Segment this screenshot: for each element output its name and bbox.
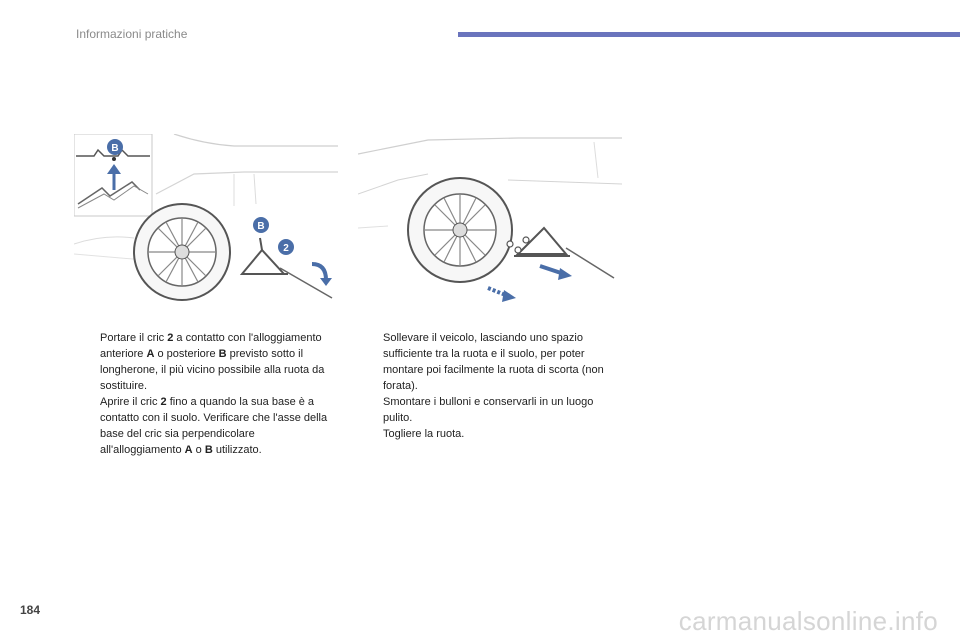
instruction-item	[76, 394, 338, 458]
instructions-left	[76, 330, 338, 458]
instruction-text: Sollevare il veicolo, lasciando uno spazio sufficiente tra la ruota e il suolo, per poter montare poi facilmente la ruota di scorta (non forata).	[383, 332, 604, 392]
callout-2: 2	[283, 243, 289, 254]
instruction-item	[359, 330, 623, 394]
instruction-text: a contatto con l'alloggiamento anteriore	[100, 332, 322, 360]
instruction-item	[359, 394, 623, 426]
ref-jack: 2	[160, 396, 167, 408]
instruction-text: utilizzato.	[212, 444, 262, 456]
section-title: Informazioni pratiche	[76, 27, 188, 41]
instruction-item	[76, 330, 338, 394]
ref-jack: 2	[167, 332, 174, 344]
instruction-text: Portare il cric	[100, 332, 168, 344]
instruction-text: Smontare i bulloni e conservarli in un luogo pulito.	[383, 396, 594, 424]
illustration-jack-placement	[74, 134, 338, 306]
instruction-text: o	[192, 444, 205, 456]
ref-b: B	[218, 348, 227, 360]
instructions-right	[359, 330, 623, 442]
illustration-lifting	[358, 134, 622, 306]
page-number: 184	[20, 603, 41, 617]
instruction-item	[359, 426, 623, 442]
header-accent-bar	[458, 32, 960, 37]
ref-a: A	[184, 444, 193, 456]
ref-b: B	[204, 444, 213, 456]
instruction-text: Togliere la ruota.	[383, 428, 465, 440]
instruction-text: fino a quando la sua base è a contatto con il suolo. Verificare che l'asse della base del cric sia perpendicolare all'alloggiamento	[100, 396, 328, 456]
watermark: carmanualsonline.info	[678, 606, 938, 636]
instruction-text: previsto sotto il longherone, il più vicino possibile alla ruota da sostituire.	[100, 348, 325, 392]
instruction-text: o posteriore	[154, 348, 219, 360]
callout-b-inset: B	[111, 143, 119, 154]
instruction-text: Aprire il cric	[100, 396, 161, 408]
callout-b: B	[257, 221, 265, 232]
ref-a: A	[146, 348, 155, 360]
